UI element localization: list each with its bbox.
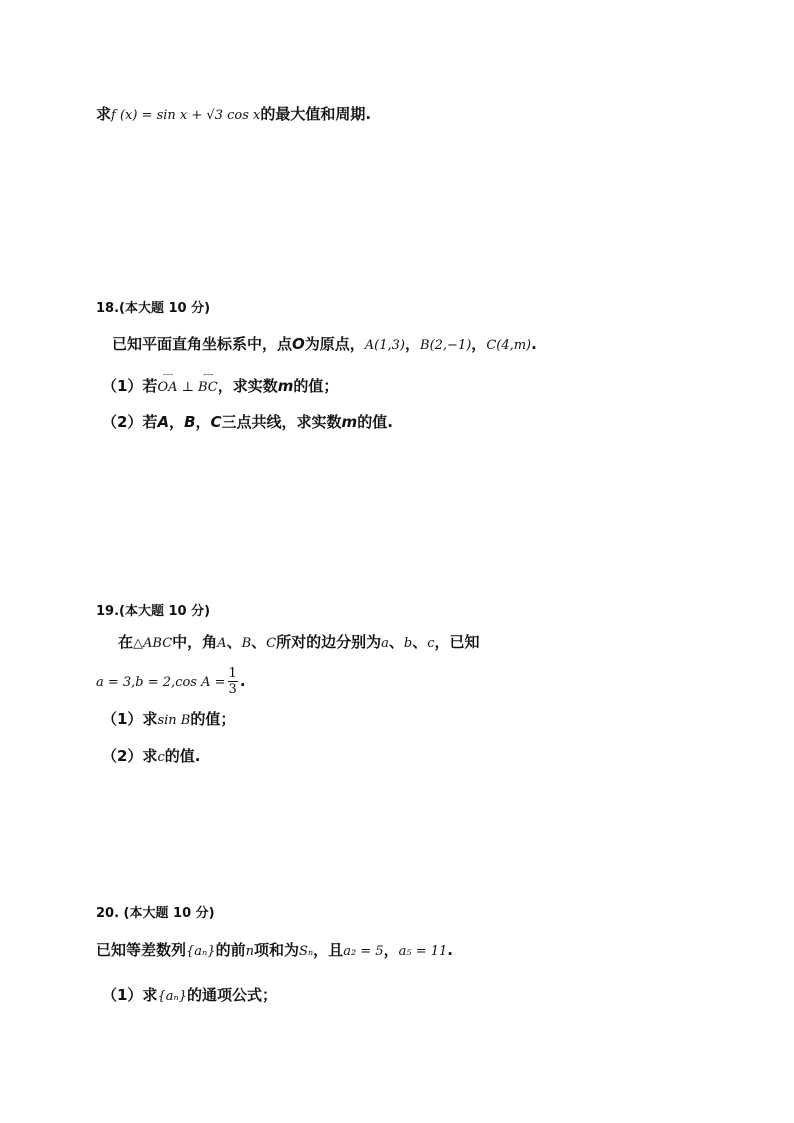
q19-intro-post: ，已知 <box>434 633 480 651</box>
q18-part2-mid: 三点共线，求实数 <box>221 413 342 431</box>
q20-sn: Sₙ <box>298 944 314 959</box>
q19-angle-a: A <box>217 636 227 651</box>
q19-part1 <box>102 709 235 731</box>
q18-part2-pre: （2）若 <box>102 413 158 431</box>
q20-a2: a₂ = 5 <box>343 944 384 959</box>
q17-formula: f (x) = sin x + √3 cos x <box>111 108 261 123</box>
q19-part2 <box>102 746 200 768</box>
q19-part2-post: 的值. <box>164 747 201 765</box>
q19-given-end: . <box>239 672 246 690</box>
q18-perp-symbol: ⊥ <box>177 380 198 395</box>
q19-side-a: a <box>381 636 389 651</box>
q18-part2-post: 的值. <box>357 413 393 431</box>
q20-part1 <box>102 985 277 1007</box>
q18-origin-o: O <box>292 335 305 353</box>
q18-heading: 18.(本大题 10 分) <box>96 301 211 316</box>
q18-part1-post: 的值； <box>293 377 339 395</box>
q19-dun2: 、 <box>251 633 267 651</box>
q18-vector-bc: ˘˘˘ BC <box>198 378 218 398</box>
q20-intro-pre: 已知等差数列 <box>96 941 187 959</box>
q18-part2-comma1: ， <box>169 413 185 431</box>
q20-intro-mid1: 的前 <box>215 941 246 959</box>
q19-given <box>96 664 246 700</box>
q18-vector-oa: ˘˘˘ OA <box>157 378 177 398</box>
q18-part2-comma2: ， <box>195 413 211 431</box>
q17-line <box>96 104 371 126</box>
q20-intro-mid2: 项和为 <box>253 941 299 959</box>
q19-intro-mid1: 中，角 <box>172 633 218 651</box>
q19-intro-pre: 在 <box>118 633 134 651</box>
q20-part1-pre: （1）求 <box>102 986 158 1004</box>
q18-part1-pre: （1）若 <box>102 377 158 395</box>
q19-intro-mid2: 所对的边分别为 <box>276 633 382 651</box>
q19-dun1: 、 <box>226 633 242 651</box>
q19-angle-c: C <box>266 636 277 651</box>
q18-part2-m: m <box>341 413 358 431</box>
q20-sequence: {aₙ} <box>186 944 216 959</box>
q20-part1-post: 的通项公式； <box>187 986 278 1004</box>
q19-dun4: 、 <box>412 633 428 651</box>
q19-angle-b: B <box>241 636 252 651</box>
q18-intro-mid: 为原点， <box>304 335 365 353</box>
q19-given-formula: a = 3,b = 2,cos A = <box>96 675 226 690</box>
q18-intro-pre: 已知平面直角坐标系中，点 <box>112 335 293 353</box>
q17-text-pre: 求 <box>96 105 112 123</box>
q20-part1-sequence: {aₙ} <box>157 989 187 1004</box>
q19-fraction-denominator: 3 <box>228 682 237 697</box>
q17-text-post: 的最大值和周期. <box>260 105 372 123</box>
q19-triangle: △ABC <box>133 636 173 651</box>
q19-fraction <box>228 666 238 697</box>
q19-side-c: c <box>427 636 435 651</box>
q18-part2-a: A <box>157 413 170 431</box>
q19-part1-pre: （1）求 <box>102 710 158 728</box>
q18-point-c: C(4,m) <box>486 338 532 353</box>
q19-fraction-numerator: 1 <box>228 666 237 681</box>
q20-sep: ， <box>383 941 399 959</box>
q18-part1-m: m <box>277 377 294 395</box>
q20-intro-mid3: ，且 <box>313 941 344 959</box>
q20-n: n <box>245 944 254 959</box>
q18-point-b: B(2,−1) <box>420 338 472 353</box>
q18-sep1: ， <box>405 335 421 353</box>
q18-intro-end: . <box>531 335 537 353</box>
q18-part2 <box>102 412 393 432</box>
q18-part1 <box>102 376 338 398</box>
q18-part2-b: B <box>184 413 196 431</box>
q18-intro <box>112 334 537 356</box>
q19-intro <box>118 632 480 654</box>
q18-part2-c: C <box>210 413 222 431</box>
q19-heading: 19.(本大题 10 分) <box>96 604 211 619</box>
q19-part1-post: 的值； <box>190 710 236 728</box>
q19-side-b: b <box>403 636 413 651</box>
q19-part2-pre: （2）求 <box>102 747 158 765</box>
q20-intro-end: . <box>447 941 453 959</box>
q19-part1-formula: sin B <box>157 713 191 728</box>
q18-point-a: A(1,3) <box>364 338 406 353</box>
q19-part2-formula: c <box>157 750 165 765</box>
q20-a5: a₅ = 11 <box>398 944 448 959</box>
q19-dun3: 、 <box>388 633 404 651</box>
q18-part1-mid: ，求实数 <box>217 377 278 395</box>
q20-heading: 20. (本大题 10 分) <box>96 906 215 921</box>
q18-sep2: ， <box>471 335 487 353</box>
q20-intro <box>96 940 453 962</box>
